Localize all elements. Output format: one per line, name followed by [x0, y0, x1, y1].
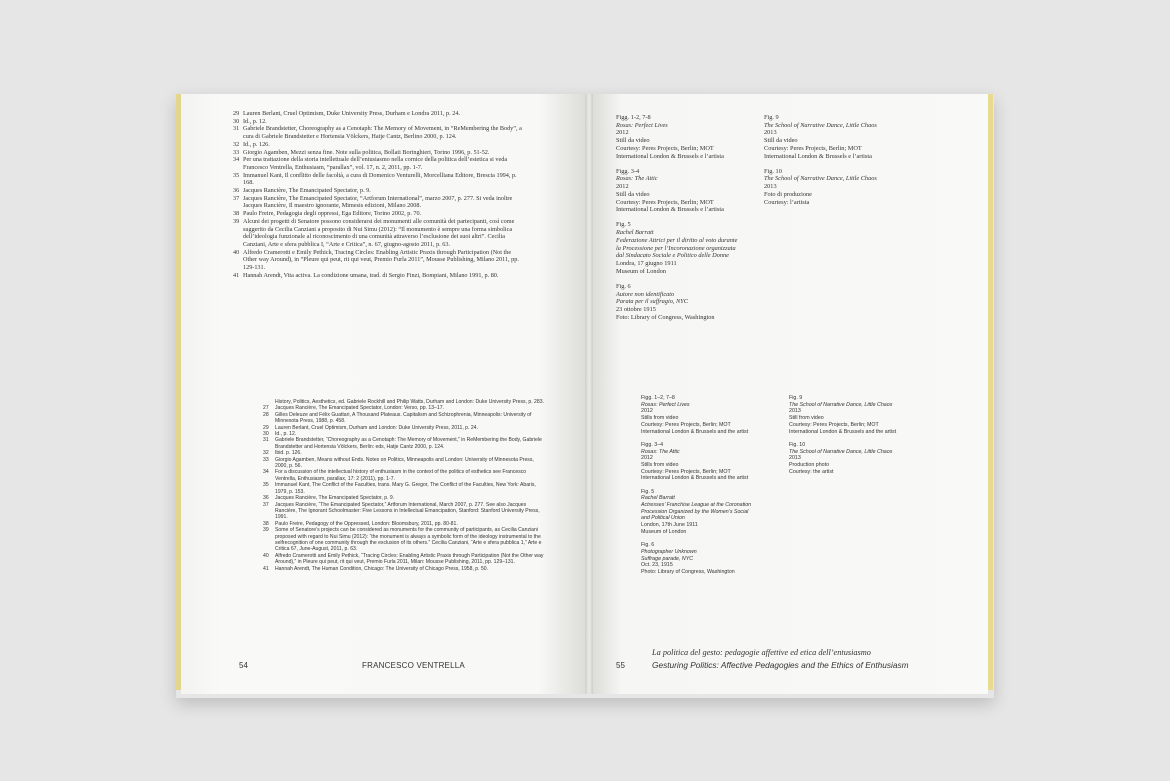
footnote-item — [263, 412, 545, 425]
footnote-text: Some of Senatore’s projects can be considered as monuments for the community of participants, as Cecilia Canziani proposed with regard to Nui Simu (2012): “the monument is always a symbolic form of the ideology instrumental to the selfrecognition of one community through the exclusion of its others.” Cecilia Canziani, “Arte e sfera pubblica 1,” Arte e Critica 67, June-August, 2011, p. 63. — [275, 527, 542, 553]
caption-line: The School of Narrative Dance, Little Chaos — [764, 121, 877, 129]
footnote-number: 40 — [233, 248, 240, 256]
figure-caption — [616, 114, 766, 160]
caption-line: Museum of London — [641, 528, 687, 535]
footnote-number: 32 — [263, 450, 269, 457]
folio-left: 54 — [239, 661, 248, 670]
caption-line: 2012 — [616, 129, 629, 137]
caption-line: 2012 — [641, 408, 653, 415]
footnote-number: 37 — [263, 501, 269, 508]
footnote-text: Alfredo Cramerotti and Emily Pethick, “Tracing Circles: Enabling Artistic Praxis through Participation (Not the Other way Around),” in Pleure qui peut, rit qui veut, Premio Furla 2011, Milan: Mousse Publishing, 2011, pp. 129–131. — [275, 552, 544, 566]
book-gutter — [585, 94, 593, 694]
footnote-number: 29 — [263, 424, 269, 431]
footnote-text: For a discussion of the intellectual history of enthusiasm in the context of the politics of esthetics see Francesco Ventrella, Enthusiasm, parallax, 17: 2 (2011), pp. 1-7. — [275, 469, 527, 482]
caption-line: Rachel Barratt — [616, 229, 654, 237]
caption-line: Fig. 6 — [641, 542, 655, 549]
footnote-text: Lauren Berlant, Cruel Optimism, Durham and London: Duke University Press, 2011, p. 24. — [275, 424, 478, 431]
caption-line: International London & Brussels e l’artista — [764, 152, 872, 160]
caption-line: Still da video — [616, 190, 650, 198]
footnote-number: 38 — [233, 210, 240, 218]
footnote-item — [263, 502, 545, 521]
caption-line: Photo: Library of Congress, Washington — [641, 568, 735, 575]
figure-caption — [616, 168, 766, 214]
caption-line: Courtesy: Peres Projects, Berlin; MOT — [789, 421, 879, 428]
footnote-text: Jacques Rancière, The Emancipated Spectator, London: Verso, pp. 13–17. — [275, 405, 444, 412]
footnote-item — [233, 195, 523, 210]
english-footnote-lead: History, Politics, Aesthetics, ed. Gabriele Rockhill and Philip Watts, Durham and London: Duke University Press, p. 283. — [275, 399, 544, 405]
footnote-text: Giorgio Agamben, Mezzi senza fine. Note sulla politica, Bollati Boringhieri, Torino 1996, p. 51-52. — [243, 148, 490, 156]
caption-line: International London & Brussels e l’artista — [616, 152, 724, 160]
caption-line: Fig. 9 — [789, 395, 803, 401]
caption-line: Fig. 10 — [789, 441, 806, 448]
figure-caption — [641, 442, 791, 482]
footnote-number: 35 — [263, 482, 269, 489]
caption-line: 2013 — [789, 455, 801, 462]
figure-caption — [641, 489, 791, 536]
caption-line: Londra, 17 giugno 1911 — [616, 259, 677, 267]
footnote-number: 31 — [263, 437, 269, 444]
footnote-number: 41 — [233, 271, 240, 279]
footnote-item — [233, 110, 523, 118]
footnote-number: 28 — [263, 411, 269, 418]
footnote-text: Immanuel Kant, The Conflict of the Faculties, trans. Mary G. Gregor, The Conflict of the Faculties, New York: Abaris, 1979, p. 153. — [275, 482, 536, 495]
caption-line: Autore non identificato — [616, 290, 675, 298]
caption-line: Rosas: The Attic — [616, 175, 658, 183]
footnote-text: Per una trattazione della storia intellettuale dell’entusiasmo nella cornice della politica dell’estetica si veda Francesco Ventrella, Enthusiasm, “parallax”, vol. 17, n. 2, 2011, pp. 1-7. — [243, 156, 508, 171]
caption-line: Still from video — [789, 415, 824, 422]
footnote-number: 33 — [233, 148, 240, 156]
figure-caption — [764, 168, 914, 207]
caption-line: Courtesy: Peres Projects, Berlin; MOT — [641, 468, 731, 475]
caption-line: Oct. 23, 1915 — [641, 562, 673, 569]
caption-line: Courtesy: Peres Projects, Berlin; MOT — [616, 144, 714, 152]
footnote-item — [233, 125, 523, 140]
caption-line: Stills from video — [641, 415, 679, 422]
footnote-item — [233, 172, 523, 187]
caption-line: dal Sindacato Sociale e Politico delle Donne — [616, 252, 729, 260]
caption-line: 2013 — [764, 183, 777, 191]
footnote-item — [233, 187, 523, 195]
footnote-item — [233, 141, 523, 149]
caption-line: Rosas: The Attic — [641, 448, 680, 455]
footnote-number: 29 — [233, 110, 240, 117]
footnote-item — [233, 118, 523, 126]
footnote-item — [233, 249, 523, 272]
footnote-text: Jacques Rancière, The Emancipated Spectator, p. 9. — [275, 495, 395, 502]
caption-line: Figg. 3-4 — [616, 167, 640, 175]
footnote-text: Gabriele Brandstetter, “Choreography as a Cenotaph: The Memory of Movement,” in ReMembering the Body, Gabriele Brandstetter and Hortensia Völckers, Berlin: eds, Hatje Cantz 2000, p. 124. — [275, 437, 542, 450]
footnote-number: 38 — [263, 520, 269, 527]
footnote-item — [263, 527, 545, 553]
caption-line: Figg. 1–2, 7–8 — [641, 395, 675, 401]
figure-caption — [764, 114, 914, 160]
caption-line: 2013 — [789, 408, 801, 415]
english-footnotes — [263, 405, 545, 572]
caption-line: Courtesy: Peres Projects, Berlin; MOT — [764, 144, 862, 152]
footnote-item — [233, 149, 523, 157]
caption-line: Fig. 10 — [764, 167, 782, 175]
footnote-number: 32 — [233, 140, 240, 148]
caption-line: Still da video — [616, 137, 650, 145]
footnote-item — [233, 218, 523, 249]
caption-line: Suffrage parade, NYC — [641, 555, 694, 562]
caption-line: 2013 — [764, 129, 777, 137]
footnote-item — [263, 553, 545, 566]
caption-line: Parata per il suffragio, NYC — [616, 298, 688, 306]
captions-english-col2 — [789, 395, 939, 482]
footnote-number: 36 — [233, 187, 240, 195]
caption-line: Figg. 1-2, 7-8 — [616, 114, 651, 121]
footnote-text: Id., p. 12. — [275, 431, 297, 438]
footnote-text: Lauren Berlant, Cruel Optimism, Duke University Press, Durham e Londra 2011, p. 24. — [243, 110, 460, 117]
caption-line: Figg. 3–4 — [641, 441, 664, 448]
footnote-number: 37 — [233, 194, 240, 202]
footnote-number: 39 — [263, 527, 269, 534]
footnote-text: Gabriele Brandstetter, Choreography as a Cenotaph: The Memory of Movement, in “ReMembering the Body”, a cura di Gabriele Brandstetter e Hortensia Völckers, Hatje Cantz, Berlino 2000, p. 124. — [243, 125, 522, 141]
caption-line: Fig. 9 — [764, 114, 779, 121]
caption-line: Actresses’ Franchise League at the Coronation — [641, 502, 752, 509]
footnote-text: Giorgio Agamben, Means without Ends. Notes on Politics, Minneapolis and London: University of Minnesota Press, 2000, p. 56. — [275, 456, 534, 470]
caption-line: The School of Narrative Dance, Little Chaos — [789, 448, 893, 455]
figure-caption — [616, 283, 766, 322]
footnote-text: Jacques Rancière, The Emancipated Spectator, “Artforum International”, marzo 2007, p. 277. Si veda inoltre Jacques Rancière, Il maestro ignorante, Mimesis edizioni, Milano 2008. — [243, 194, 513, 210]
footnote-number: 40 — [263, 552, 269, 559]
footnote-item — [263, 469, 545, 482]
caption-line: Still da video — [764, 137, 798, 145]
caption-line: The School of Narrative Dance, Little Chaos — [764, 175, 877, 183]
caption-line: la Processione per l’Incoronazione organizzata — [616, 244, 736, 252]
figure-caption — [641, 395, 791, 435]
caption-line: The School of Narrative Dance, Little Chaos — [789, 401, 893, 408]
footnote-text: Jacques Rancière, “The Emancipated Spectator,” Artforum International, March 2007, p. 277. See also Jacques Rancière, The Ignorant Schoolmaster: Five Lessons in Intellectual Emancipation, Stanford: Stanford University Press, 1991. — [275, 501, 540, 521]
footnote-number: 31 — [233, 125, 240, 133]
footnote-item — [263, 437, 545, 450]
figure-caption — [789, 395, 939, 435]
caption-line: Procession Organized by the Women’s Social — [641, 508, 749, 515]
footnote-text: Paulo Freire, Pedagogy of the Oppressed, London: Bloomsbury, 2011, pp. 80-81. — [275, 520, 458, 527]
footnote-item — [263, 457, 545, 470]
footnote-number: 27 — [263, 405, 269, 412]
footnote-text: Hannah Arendt, The Human Condition, Chicago: The University of Chicago Press, 1958, p. 50. — [275, 565, 489, 572]
footnote-item — [233, 210, 523, 218]
caption-line: Rosas: Perfect Lives — [641, 401, 690, 408]
footnote-number: 30 — [263, 431, 269, 438]
caption-line: International London & Brussels e l’artista — [616, 206, 724, 214]
caption-line: Courtesy: the artist — [789, 468, 834, 475]
caption-line: Production photo — [789, 461, 830, 468]
caption-line: Museum of London — [616, 267, 667, 275]
figure-caption — [641, 542, 791, 576]
figure-caption — [789, 442, 939, 476]
footnote-text: Id., p. 126. — [243, 140, 270, 148]
title-english: Gesturing Politics: Affective Pedagogies and the Ethics of Enthusiasm — [652, 660, 909, 670]
footnote-text: Immanuel Kant, Il conflitto delle facoltà, a cura di Domenico Venturelli, Morcelliana Editore, Brescia 1994, p. 168. — [243, 171, 517, 187]
footnote-text: Id., p. 12. — [243, 117, 267, 125]
running-head: FRANCESCO VENTRELLA — [362, 661, 465, 670]
footnote-number: 33 — [263, 456, 269, 463]
caption-line: 2012 — [616, 183, 629, 191]
caption-line: Courtesy: l’artista — [764, 198, 810, 206]
captions-english-col1 — [641, 395, 791, 582]
footnote-text: Alfredo Cramerotti e Emily Pethick, Tracing Circles: Enabling Artistic Praxis through Participation (Not the Other way Around), in “Pleure qui peut, rit qui veut, Premio Furla 2011”, Mousse Publishing, Milano 2011, pp. 129-131. — [243, 248, 519, 272]
caption-line: 2012 — [641, 455, 653, 462]
caption-line: Photographer Unknown — [641, 548, 697, 555]
footnote-number: 35 — [233, 171, 240, 179]
captions-italian-col1 — [616, 114, 766, 329]
caption-line: International London & Brussels and the artist — [641, 475, 749, 482]
title-italian: La politica del gesto: pedagogie affettive ed etica dell’entusiasmo — [652, 648, 871, 657]
footnote-number: 36 — [263, 495, 269, 502]
captions-italian-col2 — [764, 114, 914, 214]
caption-line: Courtesy: Peres Projects, Berlin; MOT — [616, 198, 714, 206]
caption-line: Fig. 5 — [616, 221, 631, 229]
caption-line: International London & Brussels and the artist — [789, 428, 897, 435]
footnote-number: 30 — [233, 117, 240, 125]
footnote-item — [233, 156, 523, 171]
footnote-number: 34 — [263, 469, 269, 476]
footnote-text: Paulo Freire, Pedagogia degli oppressi, Ega Editore, Torino 2002, p. 70. — [243, 210, 422, 218]
caption-line: Foto: Library of Congress, Washington — [616, 313, 715, 321]
footnote-item — [263, 482, 545, 495]
caption-line: Courtesy: Peres Projects, Berlin; MOT — [641, 421, 731, 428]
footnote-text: Gilles Deleuze and Félix Guattari, A Thousand Plateaus. Capitalism and Schizophrenia, Minneapolis: University of Minnesota Press, 1988, p. 458. — [275, 411, 532, 425]
caption-line: and Political Union — [641, 515, 685, 522]
caption-line: Rosas: Perfect Lives — [616, 121, 668, 129]
caption-line: London, 17th June 1911 — [641, 522, 698, 529]
caption-line: Fig. 6 — [616, 282, 631, 290]
footnote-number: 41 — [263, 565, 269, 572]
footnote-number: 34 — [233, 156, 240, 164]
caption-line: Federazione Attrici per il diritto al voto durante — [616, 236, 738, 244]
caption-line: Fig. 5 — [641, 488, 655, 495]
folio-right: 55 — [616, 661, 625, 670]
caption-line: Stills from video — [641, 461, 679, 468]
footnote-text: Jacques Rancière, The Emancipated Spectator, p. 9. — [243, 187, 371, 195]
book-edge-right — [988, 94, 993, 690]
caption-line: Rachel Barratt — [641, 495, 675, 502]
figure-caption — [616, 221, 766, 275]
caption-line: 23 ottobre 1915 — [616, 305, 656, 313]
footnote-text: Hannah Arendt, Vita activa. La condizione umana, trad. di Sergio Finzi, Bompiani, Milano 1991, p. 80. — [243, 271, 499, 279]
caption-line: Foto di produzione — [764, 190, 812, 198]
italian-footnotes — [233, 110, 523, 279]
caption-line: International London & Brussels and the artist — [641, 428, 749, 435]
english-footnotes-block — [263, 399, 545, 572]
footnote-number: 39 — [233, 217, 240, 225]
footnote-text: Ibid. p. 126. — [275, 450, 302, 457]
footnote-text: Alcuni dei progetti di Senatore possono considerarsi dei monumenti alle comunità dei partecipanti, così come suggerito da Cecilia Canziani a proposito di Nui Simu (2012): “Il monumento è sempre una forma simbolica dell’ideologia funzionale al riconoscimento di una comunità attraverso l’esclusione dei suoi altri”. Cecilia Canziani, Arte e sfera pubblica I, “Arte e Critica”, n. 67, giugno-agosto 2011, p. 63. — [243, 217, 515, 248]
footnote-item — [233, 272, 523, 280]
footnote-item — [263, 566, 545, 572]
